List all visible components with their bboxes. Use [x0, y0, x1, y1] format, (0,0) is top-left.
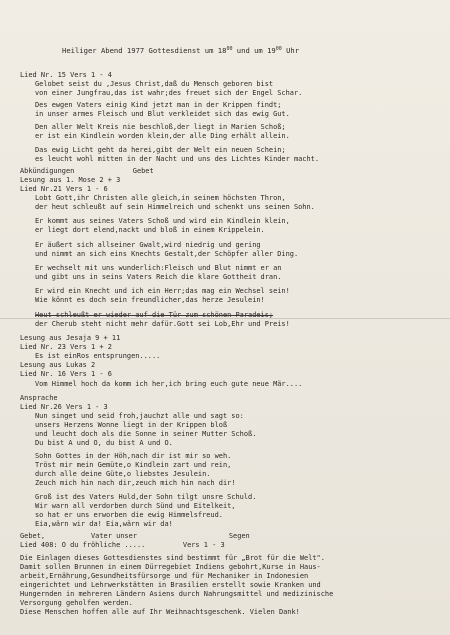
lyric-line: er ist ein Kindlein worden klein,der alle Ding erhält allein. — [35, 132, 290, 140]
song-heading: Lied Nr.21 Vers 1 - 6 — [20, 185, 108, 193]
song-heading: Lied Nr. 15 Vers 1 - 4 — [20, 71, 112, 79]
closing-note: eingerichtet und Lehrwerkstätten in Brasilien erstellt sowie Kranken und — [20, 581, 321, 589]
lyric-line: Das ewig Licht geht da herei,gibt der Welt ein neuen Schein; — [35, 146, 286, 154]
lyric-line: Den aller Welt Kreis nie beschloß,der liegt in Marien Schoß; — [35, 123, 286, 131]
lyric-line: Er wechselt mit uns wunderlich:Fleisch und Blut nimmt er an — [35, 264, 282, 272]
closing-note: Die Einlagen dieses Gottesdienstes sind bestimmt für „Brot für die Welt". — [20, 554, 325, 562]
lyric-line: Des ewgen Vaters einig Kind jetzt man in der Krippen findt; — [35, 101, 282, 109]
lyric-line: Er kommt aus seines Vaters Schoß und wird ein Kindlein klein, — [35, 217, 290, 225]
lyric-line: der heut schleußt auf sein Himmelreich und schenkt uns seinen Sohn. — [35, 203, 315, 211]
page-title: Heiliger Abend 1977 Gottesdienst um $18^{00}$ und um $19^{00}$ Uhr — [62, 46, 300, 55]
service-item: Abkündigungen Gebet — [20, 167, 154, 175]
lyric-line: Zeuch mich hin nach dir,zeuch mich hin nach dir! — [35, 479, 236, 487]
lyric-line: Du bist A und O, du bist A und O. — [35, 439, 173, 447]
lyric-line-struck: Heut schleußt er wieder auf die Tür zum schönen Paradeis; — [35, 311, 274, 319]
closing-note: Damit sollen Brunnen in einem Dürregebiet Indiens gebohrt,Kurse in Haus- — [20, 563, 321, 571]
lyric-line: Sohn Gottes in der Höh,nach dir ist mir so weh. — [35, 452, 232, 460]
lyric-line: Vom Himmel hoch da komm ich her,ich bring euch gute neue Mär.... — [35, 380, 303, 388]
song-heading: Lied 408: O du fröhliche ..... Vers 1 - 3 — [20, 541, 225, 549]
closing-note: arbeit,Ernährung,Gesundheitsfürsorge und für Mechaniker in Indonesien — [20, 572, 309, 580]
lyric-line: Er äußert sich allseiner Gwalt,wird niedrig und gering — [35, 241, 261, 249]
closing-note: Versorgung geholfen werden. — [20, 599, 133, 607]
song-heading: Lied Nr. 16 Vers 1 - 6 — [20, 370, 112, 378]
lyric-line: Wie könnt es doch sein freundlicher,das herze Jesulein! — [35, 296, 265, 304]
reading-heading: Lesung aus Lukas 2 — [20, 361, 96, 369]
lyric-line: in unser armes Fleisch und Blut verkleidet sich das ewig Gut. — [35, 110, 290, 118]
lyric-line: Groß ist des Vaters Huld,der Sohn tilgt unsre Schuld. — [35, 493, 257, 501]
lyric-line: Gelobet seist du ,Jesus Christ,daß du Mensch geboren bist — [35, 80, 274, 88]
lyric-line: von einer Jungfrau,das ist wahr;des freuet sich der Engel Schar. — [35, 89, 303, 97]
lyric-line: durch alle deine Güte,o liebstes Jesulein. — [35, 470, 211, 478]
song-heading: Lied Nr.26 Vers 1 - 3 — [20, 403, 108, 411]
closing-note: Diese Menschen hoffen alle auf Ihr Weihnachtsgeschenk. Vielen Dank! — [20, 608, 300, 616]
lyric-line: der Cherub steht nicht mehr dafür.Gott sei Lob,Ehr und Preis! — [35, 320, 290, 328]
lyric-line: Es ist einRos entsprungen..... — [35, 352, 161, 360]
reading-heading: Lesung aus 1. Mose 2 + 3 — [20, 176, 121, 184]
lyric-line: so hat er uns erworben die ewig Himmelsfreud. — [35, 511, 223, 519]
song-heading: Lied Nr. 23 Vers 1 + 2 — [20, 343, 112, 351]
lyric-line: Wir warn all verdorben durch Sünd und Eitelkeit, — [35, 502, 236, 510]
lyric-line: und nimmt an sich eins Knechts Gestalt,der Schöpfer aller Ding. — [35, 250, 299, 258]
reading-heading: Lesung aus Jesaja 9 + 11 — [20, 334, 121, 342]
lyric-line: und leucht doch als die Sonne in seiner Mutter Schoß. — [35, 430, 257, 438]
closing-note: Hungernden in mehreren Ländern Asiens durch Nahrungsmittel und medizinische — [20, 590, 334, 598]
lyric-line: Tröst mir mein Gemüte,o Kindlein zart und rein, — [35, 461, 232, 469]
lyric-line: Nun singet und seid froh,jauchzt alle und sagt so: — [35, 412, 244, 420]
lyric-line: Er wird ein Knecht und ich ein Herr;das mag ein Wechsel sein! — [35, 287, 290, 295]
lyric-line: und gibt uns in seins Vaters Reich die klare Gottheit dran. — [35, 273, 282, 281]
lyric-line: er liegt dort elend,nackt und bloß in einem Krippelein. — [35, 226, 265, 234]
lyric-line: unsers Herzens Wonne liegt in der Krippen bloß — [35, 421, 228, 429]
sermon-heading: Ansprache — [20, 394, 58, 402]
lyric-line: Eia,wärn wir da! Eia,wärn wir da! — [35, 520, 173, 528]
lyric-line: Lobt Gott,ihr Christen alle gleich,in seinem höchsten Thron, — [35, 194, 286, 202]
lyric-line: es leucht wohl mitten in der Nacht und uns des Lichtes Kinder macht. — [35, 155, 320, 163]
service-item: Gebet, Vater unser Segen — [20, 532, 250, 540]
